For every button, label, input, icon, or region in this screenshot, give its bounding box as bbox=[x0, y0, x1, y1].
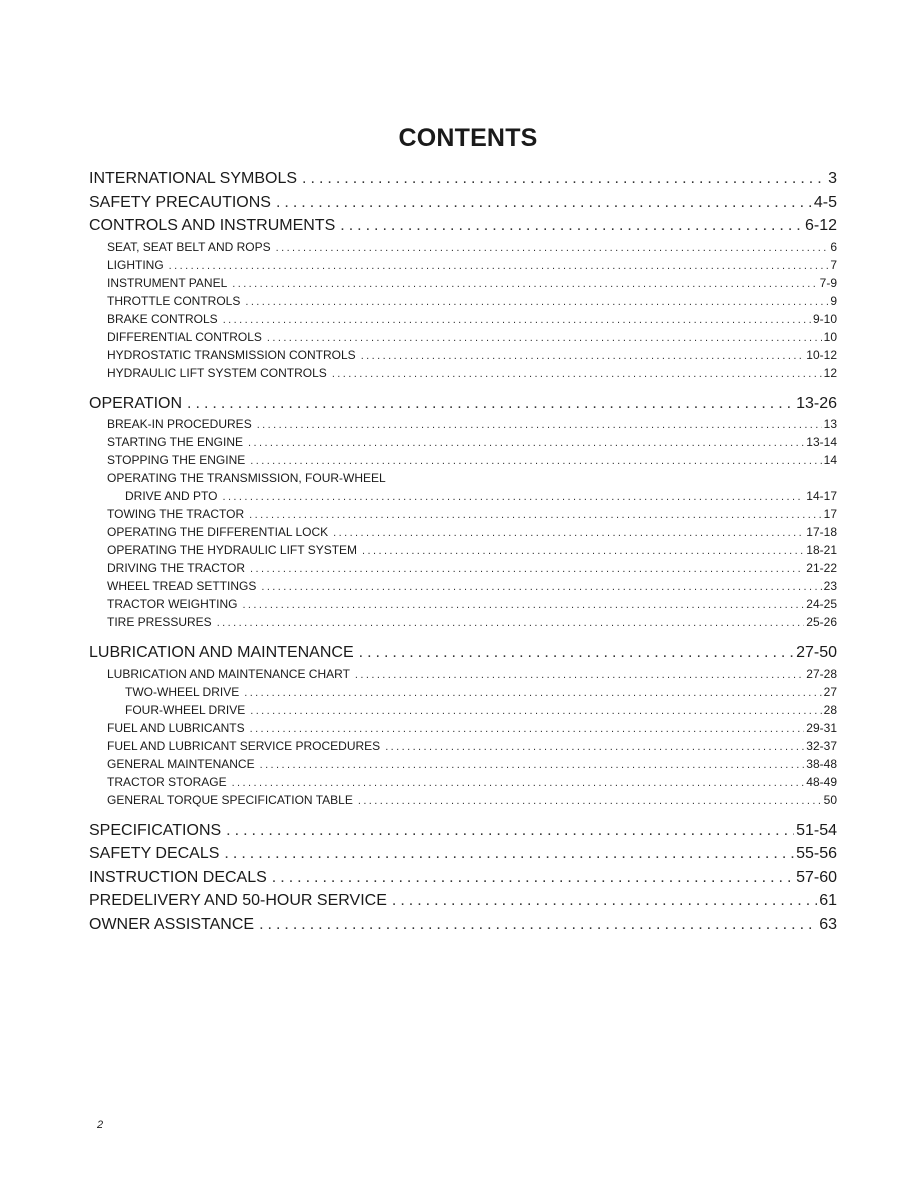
toc-subentry[interactable] bbox=[89, 523, 837, 541]
toc-entry-label: INTERNATIONAL SYMBOLS bbox=[89, 170, 298, 187]
dot-leader bbox=[222, 492, 804, 503]
toc-entry-pages: 6 bbox=[830, 239, 837, 254]
toc-entry-label: TOWING THE TRACTOR bbox=[107, 507, 245, 521]
dot-leader bbox=[359, 645, 794, 661]
toc-subentry[interactable] bbox=[89, 791, 837, 809]
toc-entry-pages: 9 bbox=[830, 293, 837, 308]
toc-entry-pages: 27 bbox=[823, 684, 837, 699]
dot-leader bbox=[267, 333, 822, 344]
dot-leader bbox=[276, 243, 829, 254]
dot-leader bbox=[361, 351, 805, 362]
toc-section-entry[interactable] bbox=[89, 866, 837, 890]
toc-entry-pages: 24-25 bbox=[806, 597, 837, 611]
toc-subentry[interactable] bbox=[89, 505, 837, 523]
dot-leader bbox=[358, 796, 822, 807]
toc-entry-label: BRAKE CONTROLS bbox=[107, 311, 218, 326]
toc-entry-label: FUEL AND LUBRICANTS bbox=[107, 720, 245, 735]
toc-entry-label: LUBRICATION AND MAINTENANCE CHART bbox=[107, 666, 350, 681]
toc-entry-pages: 21-22 bbox=[806, 561, 837, 575]
toc-entry-pages: 14 bbox=[823, 453, 837, 467]
dot-leader bbox=[226, 823, 794, 839]
toc-entry-label: DIFFERENTIAL CONTROLS bbox=[107, 329, 262, 344]
toc-entry-pages: 17-18 bbox=[806, 525, 837, 539]
toc-subentry[interactable] bbox=[89, 755, 837, 773]
dot-leader bbox=[248, 438, 804, 449]
toc-subentry[interactable] bbox=[89, 415, 837, 433]
dot-leader bbox=[261, 582, 821, 593]
toc-section-entry[interactable] bbox=[89, 191, 837, 215]
toc-subentry[interactable] bbox=[89, 274, 837, 292]
toc-entry-pages: 13-26 bbox=[796, 394, 837, 412]
toc-subentry[interactable] bbox=[89, 613, 837, 631]
toc-subentry[interactable] bbox=[89, 487, 837, 505]
toc-entry-pages: 63 bbox=[819, 915, 837, 933]
dot-leader bbox=[249, 510, 822, 521]
toc-entry-label: HYDRAULIC LIFT SYSTEM CONTROLS bbox=[107, 365, 327, 380]
toc-entry-label: TIRE PRESSURES bbox=[107, 615, 212, 629]
dot-leader bbox=[250, 724, 805, 735]
toc-section-entry[interactable] bbox=[89, 167, 837, 191]
toc-entry-pages: 10-12 bbox=[806, 347, 837, 362]
dot-leader bbox=[385, 742, 804, 753]
toc-subentry[interactable] bbox=[89, 328, 837, 346]
toc-entry-label: STOPPING THE ENGINE bbox=[107, 453, 246, 467]
toc-entry-label: TWO-WHEEL DRIVE bbox=[125, 684, 240, 699]
dot-leader bbox=[392, 893, 817, 909]
toc-entry-pages: 23 bbox=[823, 579, 837, 593]
toc-entry-pages: 7 bbox=[830, 257, 837, 272]
toc-section-entry[interactable] bbox=[89, 819, 837, 843]
toc-entry-pages: 25-26 bbox=[806, 615, 837, 629]
toc-entry-label: LIGHTING bbox=[107, 257, 164, 272]
toc-entry-pages: 50 bbox=[823, 792, 837, 807]
dot-leader bbox=[362, 546, 804, 557]
dot-leader bbox=[302, 171, 826, 187]
dot-leader bbox=[232, 279, 817, 290]
toc-entry-pages: 32-37 bbox=[806, 738, 837, 753]
toc-entry-label: SAFETY PRECAUTIONS bbox=[89, 193, 271, 211]
toc-entry-pages: 10 bbox=[823, 329, 837, 344]
toc-subentry[interactable] bbox=[89, 469, 837, 487]
toc-entry-pages: 28 bbox=[823, 702, 837, 717]
dot-leader bbox=[276, 195, 812, 211]
dot-leader bbox=[223, 315, 811, 326]
toc-entry-label: OPERATING THE DIFFERENTIAL LOCK bbox=[107, 525, 329, 539]
dot-leader bbox=[355, 670, 804, 681]
section-gap bbox=[89, 631, 837, 641]
toc-subentry[interactable] bbox=[89, 364, 837, 382]
toc-entry-pages: 61 bbox=[819, 892, 837, 909]
toc-subentry[interactable] bbox=[89, 577, 837, 595]
section-gap bbox=[89, 809, 837, 819]
toc-entry-pages: 14-17 bbox=[806, 489, 837, 503]
toc-entry-label: STARTING THE ENGINE bbox=[107, 435, 244, 449]
toc-entry-label: PREDELIVERY AND 50-HOUR SERVICE bbox=[89, 892, 387, 909]
toc-subentry[interactable] bbox=[89, 559, 837, 577]
toc-subentry[interactable] bbox=[89, 433, 837, 451]
dot-leader bbox=[169, 261, 829, 272]
dot-leader bbox=[232, 778, 805, 789]
toc-subentry[interactable] bbox=[89, 683, 837, 701]
toc-subentry[interactable] bbox=[89, 256, 837, 274]
toc-subentry[interactable] bbox=[89, 346, 837, 364]
page-number: 2 bbox=[97, 1119, 104, 1131]
toc-entry-label: CONTROLS AND INSTRUMENTS bbox=[89, 217, 336, 234]
toc-subentry[interactable] bbox=[89, 773, 837, 791]
toc-section-entry[interactable] bbox=[89, 214, 837, 238]
dot-leader bbox=[272, 870, 794, 886]
toc-entry-pages: 27-50 bbox=[796, 644, 837, 661]
toc-entry-pages: 38-48 bbox=[806, 756, 837, 771]
toc-entry-pages: 3 bbox=[828, 170, 837, 187]
toc-section-entry[interactable] bbox=[89, 641, 837, 665]
toc-entry-label: THROTTLE CONTROLS bbox=[107, 293, 241, 308]
toc-entry-label: FUEL AND LUBRICANT SERVICE PROCEDURES bbox=[107, 738, 381, 753]
toc-entry-pages: 27-28 bbox=[806, 666, 837, 681]
toc-entry-label: TRACTOR WEIGHTING bbox=[107, 597, 238, 611]
toc-subentry[interactable] bbox=[89, 665, 837, 683]
dot-leader bbox=[224, 846, 794, 862]
dot-leader bbox=[260, 760, 805, 771]
toc-entry-label: TRACTOR STORAGE bbox=[107, 774, 227, 789]
dot-leader bbox=[242, 600, 804, 611]
toc-entry-label: DRIVE AND PTO bbox=[125, 489, 218, 503]
toc-section-entry[interactable] bbox=[89, 392, 837, 416]
toc-entry-pages: 57-60 bbox=[796, 868, 837, 886]
toc-subentry[interactable] bbox=[89, 541, 837, 559]
toc-entry-pages: 9-10 bbox=[812, 311, 837, 326]
toc-subentry[interactable] bbox=[89, 595, 837, 613]
toc-entry-label: SEAT, SEAT BELT AND ROPS bbox=[107, 239, 271, 254]
toc-subentry[interactable] bbox=[89, 737, 837, 755]
toc-entry-pages: 55-56 bbox=[796, 845, 837, 862]
dot-leader bbox=[257, 420, 822, 431]
toc-entry-label: OWNER ASSISTANCE bbox=[89, 915, 255, 933]
dot-leader bbox=[250, 456, 821, 467]
page-title: CONTENTS bbox=[398, 124, 538, 152]
toc-section-entry[interactable] bbox=[89, 889, 837, 913]
table-of-contents bbox=[89, 167, 837, 936]
toc-entry-label: BREAK-IN PROCEDURES bbox=[107, 417, 252, 431]
dot-leader bbox=[340, 218, 803, 234]
toc-entry-label: HYDROSTATIC TRANSMISSION CONTROLS bbox=[107, 347, 356, 362]
toc-entry-pages: 51-54 bbox=[796, 821, 837, 839]
dot-leader bbox=[332, 369, 822, 380]
toc-entry-pages: 18-21 bbox=[806, 543, 837, 557]
toc-subentry[interactable] bbox=[89, 451, 837, 469]
dot-leader bbox=[245, 297, 828, 308]
dot-leader bbox=[217, 618, 805, 629]
dot-leader bbox=[244, 688, 821, 699]
dot-leader bbox=[259, 917, 817, 933]
toc-entry-pages: 29-31 bbox=[806, 720, 837, 735]
toc-entry-label: OPERATION bbox=[89, 394, 183, 412]
toc-entry-label: FOUR-WHEEL DRIVE bbox=[125, 702, 246, 717]
toc-entry-pages: 7-9 bbox=[819, 275, 837, 290]
toc-entry-label: SAFETY DECALS bbox=[89, 845, 220, 862]
toc-subentry[interactable] bbox=[89, 292, 837, 310]
toc-entry-label: WHEEL TREAD SETTINGS bbox=[107, 579, 257, 593]
dot-leader bbox=[250, 564, 804, 575]
toc-entry-pages: 13 bbox=[823, 417, 837, 431]
dot-leader bbox=[187, 396, 794, 412]
toc-entry-label: GENERAL TORQUE SPECIFICATION TABLE bbox=[107, 792, 353, 807]
toc-entry-label: SPECIFICATIONS bbox=[89, 821, 222, 839]
toc-entry-pages: 12 bbox=[823, 365, 837, 380]
toc-entry-pages: 48-49 bbox=[806, 774, 837, 789]
toc-entry-label: OPERATING THE TRANSMISSION, FOUR-WHEEL bbox=[107, 471, 386, 485]
toc-entry-label: INSTRUMENT PANEL bbox=[107, 275, 228, 290]
toc-entry-label: OPERATING THE HYDRAULIC LIFT SYSTEM bbox=[107, 543, 358, 557]
toc-subentry[interactable] bbox=[89, 238, 837, 256]
toc-entry-label: INSTRUCTION DECALS bbox=[89, 868, 267, 886]
toc-subentry[interactable] bbox=[89, 719, 837, 737]
toc-entry-pages: 6-12 bbox=[804, 217, 837, 234]
toc-entry-label: GENERAL MAINTENANCE bbox=[107, 756, 255, 771]
toc-entry-label: LUBRICATION AND MAINTENANCE bbox=[89, 644, 354, 661]
toc-section-entry[interactable] bbox=[89, 842, 837, 866]
toc-entry-pages: 13-14 bbox=[806, 435, 837, 449]
section-gap bbox=[89, 382, 837, 392]
dot-leader bbox=[250, 706, 821, 717]
toc-section-entry[interactable] bbox=[89, 913, 837, 937]
toc-entry-pages: 17 bbox=[823, 507, 837, 521]
toc-entry-pages: 4-5 bbox=[813, 193, 837, 211]
toc-subentry[interactable] bbox=[89, 701, 837, 719]
toc-subentry[interactable] bbox=[89, 310, 837, 328]
dot-leader bbox=[333, 528, 804, 539]
toc-entry-label: DRIVING THE TRACTOR bbox=[107, 561, 246, 575]
